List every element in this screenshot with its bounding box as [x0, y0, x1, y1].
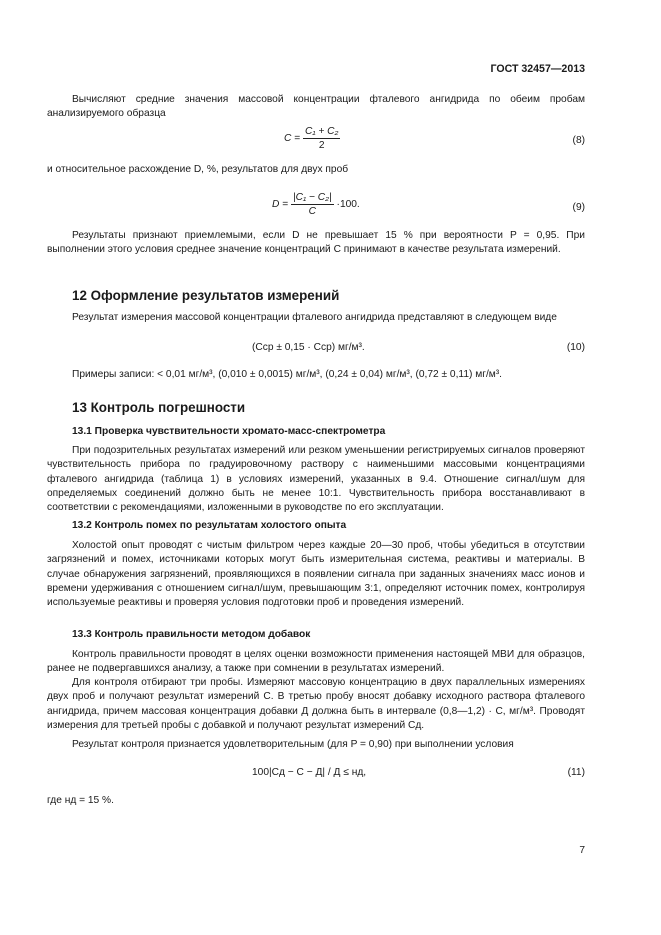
equation-10: (Cср ± 0,15 · Cср) мг/м³.: [252, 342, 365, 353]
eq9-numerator: |C₁ − C₂|: [292, 192, 332, 203]
section-12-paragraph-2: Примеры записи: < 0,01 мг/м³, (0,010 ± 0,0015) мг/м³, (0,24 ± 0,04) мг/м³, (0,72 ± 0,11) мг/м³.: [72, 369, 503, 380]
subsection-13-1-paragraph: При подозрительных результатах измерений или резком уменьшении регистрируемых сигналов проверяют чувствительность прибора по градуировочному раствору с наименьшими массовыми концентрациями фталевого ангидрида (таблица 1) в условиях измерений, указанных в 9.4. Отношение сигнал/шум для определяемых соединений должно быть не менее 10:1. Чувствительность прибора восстанавливают в соответствии с рекомендациями, изложенными в руководстве по его эксплуатации.: [47, 445, 585, 514]
section-12-paragraph-1: Результат измерения массовой концентрации фталевого ангидрида представляют в следующем виде: [72, 312, 557, 323]
equation-8-label: (8): [572, 135, 585, 146]
eq9-fraction: [291, 192, 334, 217]
intro-paragraph-2: и относительное расхождение D, %, результатов для двух проб: [47, 164, 349, 175]
eq8-lhs: C: [284, 133, 292, 145]
subsection-13-3-paragraph-1: Контроль правильности проводят в целях оценки возможности применения настоящей МВИ для образцов, ранее не подвергавшихся анализу, а также при сомнении в результатах измерений.: [47, 649, 585, 675]
subsection-13-3-paragraph-4: где нд = 15 %.: [47, 795, 114, 806]
page-number: 7: [579, 845, 585, 856]
subsection-13-2-heading: 13.2 Контроль помех по результатам холостого опыта: [72, 520, 347, 531]
section-13-heading: 13 Контроль погрешности: [72, 400, 246, 415]
equation-10-label: (10): [566, 342, 585, 353]
intro-paragraph-3: Результаты признают приемлемыми, если D не превышает 15 % при вероятности P = 0,95. При выполнении этого условия среднее значение концентраций C принимают в качестве результата измерений.: [47, 230, 585, 256]
eq9-denominator: C: [308, 206, 317, 217]
subsection-13-3-paragraph-3: Результат контроля признается удовлетворительным (для P = 0,90) при выполнении условия: [72, 739, 514, 750]
equation-9-label: (9): [572, 202, 585, 213]
eq9-lhs: D: [272, 199, 280, 211]
eq8-numerator: C₁ + C₂: [304, 126, 339, 137]
subsection-13-2-paragraph: Холостой опыт проводят с чистым фильтром через каждые 20—30 проб, чтобы убедиться в отсутствии загрязнений и помех, источниками которых могут быть измерительная система, реактивы и материалы. В случае обнаружения загрязнений, проявляющихся в появлении сигнала при заданных значениях масс ионов и времени удерживания с отношением сигнал/шум, превышающим 3:1, определяют источник помех, контролируя используемые реактивы и проверяя условия подготовки проб и проведения измерений.: [47, 540, 585, 609]
equation-9: D = $\frac{\text{|C₁ − C₂|}}{C}$ ·100.: [272, 192, 360, 217]
eq8-denominator: 2: [318, 140, 325, 151]
subsection-13-3-heading: 13.3 Контроль правильности методом добавок: [72, 629, 311, 640]
eq8-fraction: [303, 126, 340, 151]
intro-paragraph-1: Вычисляют средние значения массовой концентрации фталевого ангидрида по обеим пробам анализируемого образца: [47, 94, 585, 120]
equation-11-label: (11): [567, 767, 585, 778]
eq9-factor: ·100.: [336, 199, 360, 211]
equation-8: C = $\frac{\text{C₁ + C₂}}{2}$: [284, 126, 339, 151]
equation-11: 100|Cд − C − Д| / Д ≤ нд,: [252, 767, 367, 778]
subsection-13-1-heading: 13.1 Проверка чувствительности хромато-масс-спектрометра: [72, 426, 386, 437]
doc-code-header: ГОСТ 32457—2013: [490, 63, 585, 75]
subsection-13-3-paragraph-2: Для контроля отбирают три пробы. Измеряют массовую концентрацию в двух параллельных измерениях двух проб и получают результат измерений C. В третью пробу вносят добавку исходного раствора фталевого ангидрида, причем массовая концентрация добавки Д должна быть в интервале (0,8—1,2) · C, мг/м³. Проводят измерения для третьей пробы с добавкой и получают результат измерений Cд.: [47, 677, 585, 731]
section-12-heading: 12 Оформление результатов измерений: [72, 288, 340, 303]
